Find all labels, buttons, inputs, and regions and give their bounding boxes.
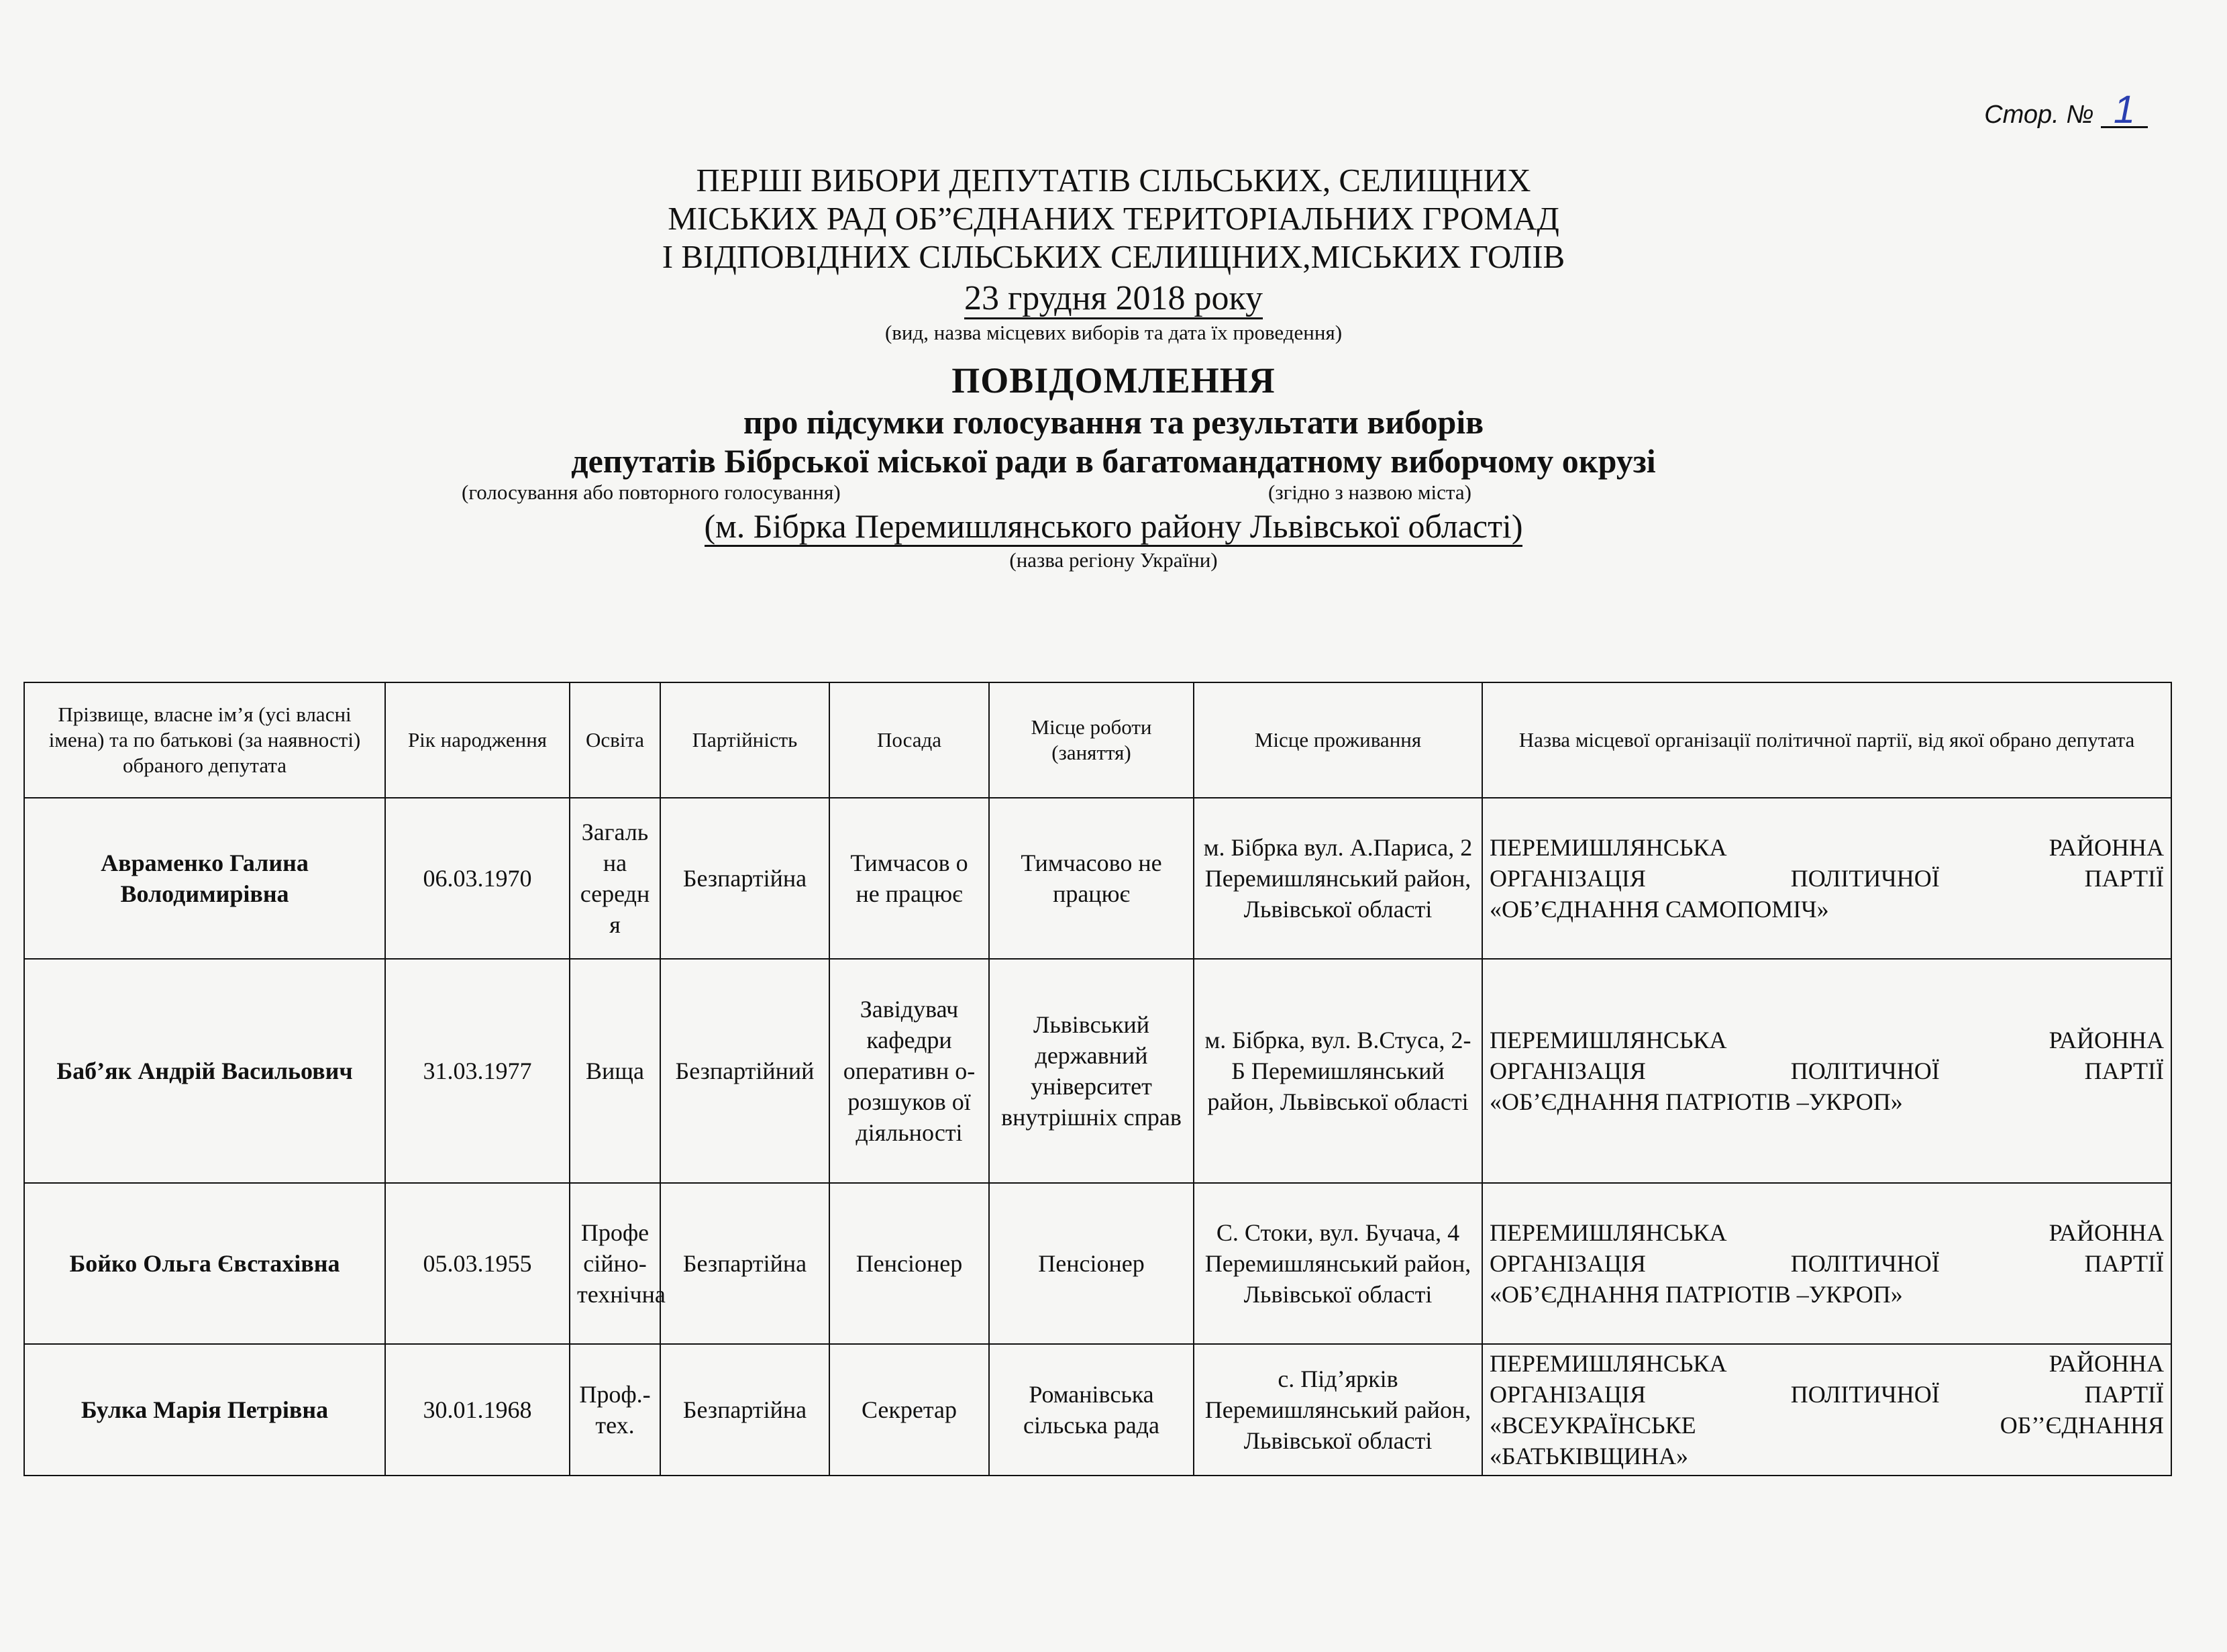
page-number bbox=[1984, 88, 2148, 132]
party-organization bbox=[1482, 959, 2171, 1183]
org-line: ПЕРЕМИШЛЯНСЬКА РАЙОННА bbox=[1490, 1027, 2164, 1053]
results-table bbox=[23, 682, 2172, 1476]
party-membership: Безпартійний bbox=[660, 959, 829, 1183]
education: Загаль на середн я bbox=[570, 798, 660, 959]
birth-date: 05.03.1955 bbox=[385, 1183, 570, 1344]
workplace: Тимчасово не працює bbox=[989, 798, 1194, 959]
notice-subtitle: про підсумки голосування та результати виборів bbox=[743, 403, 1484, 441]
title-line: І ВІДПОВІДНИХ СІЛЬСЬКИХ СЕЛИЩНИХ,МІСЬКИХ ГОЛІВ bbox=[662, 238, 1565, 275]
workplace: Романівська сільська рада bbox=[989, 1344, 1194, 1476]
column-header: Назва місцевої організації політичної партії, від якої обрано депутата bbox=[1482, 682, 2171, 798]
org-line: «БАТЬКІВЩИНА» bbox=[1490, 1443, 1689, 1469]
org-line: ПЕРЕМИШЛЯНСЬКА РАЙОННА bbox=[1490, 1219, 2164, 1246]
deputy-name: Баб’як Андрій Васильович bbox=[24, 959, 385, 1183]
table-row bbox=[24, 1344, 2171, 1476]
workplace: Пенсіонер bbox=[989, 1183, 1194, 1344]
org-line: «ВСЕУКРАЇНСЬКЕ ОБ’’ЄДНАННЯ bbox=[1490, 1412, 2164, 1439]
org-line: ОРГАНІЗАЦІЯ ПОЛІТИЧНОЇ ПАРТІЇ bbox=[1490, 1057, 2164, 1084]
org-line: ОРГАНІЗАЦІЯ ПОЛІТИЧНОЇ ПАРТІЇ bbox=[1490, 1250, 2164, 1277]
party-membership: Безпартійна bbox=[660, 1344, 829, 1476]
column-header: Освіта bbox=[570, 682, 660, 798]
residence: С. Стоки, вул. Бучача, 4 Перемишлянський район, Львівської області bbox=[1194, 1183, 1482, 1344]
org-line: ОРГАНІЗАЦІЯ ПОЛІТИЧНОЇ ПАРТІЇ bbox=[1490, 1381, 2164, 1408]
region-name: (м. Бібрка Перемишлянського району Львівської області) bbox=[705, 507, 1523, 547]
education: Профе сійно-технічна bbox=[570, 1183, 660, 1344]
title-line: ПЕРШІ ВИБОРИ ДЕПУТАТІВ СІЛЬСЬКИХ, СЕЛИЩНИХ bbox=[696, 162, 1531, 199]
org-line: «ОБ’ЄДНАННЯ ПАТРІОТІВ –УКРОП» bbox=[1490, 1088, 1903, 1115]
birth-date: 06.03.1970 bbox=[385, 798, 570, 959]
table-row bbox=[24, 1183, 2171, 1344]
birth-date: 30.01.1968 bbox=[385, 1344, 570, 1476]
org-line: ПЕРЕМИШЛЯНСЬКА РАЙОННА bbox=[1490, 834, 2164, 861]
title-line: МІСЬКИХ РАД ОБ”ЄДНАНИХ ТЕРИТОРІАЛЬНИХ ГРОМАД bbox=[668, 200, 1559, 237]
notice-subtitle: депутатів Бібрської міської ради в багатомандатному виборчому окрузі bbox=[571, 442, 1656, 480]
deputy-name: Бойко Ольга Євстахівна bbox=[24, 1183, 385, 1344]
party-organization bbox=[1482, 1183, 2171, 1344]
residence: с. Під’ярків Перемишлянський район, Львівської області bbox=[1194, 1344, 1482, 1476]
date-caption: (вид, назва місцевих виборів та дата їх проведення) bbox=[884, 321, 1343, 344]
party-membership: Безпартійна bbox=[660, 798, 829, 959]
city-caption: (згідно з назвою міста) bbox=[1268, 480, 1471, 504]
election-date: 23 грудня 2018 року bbox=[964, 280, 1263, 319]
position: Пенсіонер bbox=[829, 1183, 989, 1344]
caption-row bbox=[0, 480, 2227, 507]
document-header bbox=[0, 161, 2227, 574]
table-header-row bbox=[24, 682, 2171, 798]
residence: м. Бібрка, вул. В.Стуса, 2-Б Перемишлянський район, Львівської області bbox=[1194, 959, 1482, 1183]
column-header: Рік народження bbox=[385, 682, 570, 798]
deputy-name: Авраменко Галина Володимирівна bbox=[24, 798, 385, 959]
column-header: Прізвище, власне ім’я (усі власні імена) та по батькові (за наявності) обраного депутата bbox=[24, 682, 385, 798]
workplace: Львівський державний університет внутрішніх справ bbox=[989, 959, 1194, 1183]
education: Проф.-тех. bbox=[570, 1344, 660, 1476]
page-number-value: 1 bbox=[2101, 94, 2148, 128]
position: Завідувач кафедри оперативн о-розшуков ої діяльності bbox=[829, 959, 989, 1183]
table-row bbox=[24, 959, 2171, 1183]
residence: м. Бібрка вул. А.Париса, 2 Перемишлянський район, Львівської області bbox=[1194, 798, 1482, 959]
region-caption: (назва регіону України) bbox=[1009, 548, 1218, 572]
position: Тимчасов о не працює bbox=[829, 798, 989, 959]
org-line: «ОБ’ЄДНАННЯ САМОПОМІЧ» bbox=[1490, 896, 1829, 923]
org-line: ОРГАНІЗАЦІЯ ПОЛІТИЧНОЇ ПАРТІЇ bbox=[1490, 865, 2164, 892]
notice-heading: ПОВІДОМЛЕННЯ bbox=[951, 360, 1276, 401]
party-membership: Безпартійна bbox=[660, 1183, 829, 1344]
party-organization bbox=[1482, 798, 2171, 959]
org-line: ПЕРЕМИШЛЯНСЬКА РАЙОННА bbox=[1490, 1350, 2164, 1377]
education: Вища bbox=[570, 959, 660, 1183]
column-header: Партійність bbox=[660, 682, 829, 798]
birth-date: 31.03.1977 bbox=[385, 959, 570, 1183]
voting-caption: (голосування або повторного голосування) bbox=[462, 480, 841, 504]
party-organization bbox=[1482, 1344, 2171, 1476]
deputy-name: Булка Марія Петрівна bbox=[24, 1344, 385, 1476]
column-header: Посада bbox=[829, 682, 989, 798]
table-row bbox=[24, 798, 2171, 959]
org-line: «ОБ’ЄДНАННЯ ПАТРІОТІВ –УКРОП» bbox=[1490, 1281, 1903, 1308]
page-number-label: Стор. № bbox=[1984, 101, 2094, 129]
column-header: Місце проживання bbox=[1194, 682, 1482, 798]
column-header: Місце роботи (заняття) bbox=[989, 682, 1194, 798]
position: Секретар bbox=[829, 1344, 989, 1476]
